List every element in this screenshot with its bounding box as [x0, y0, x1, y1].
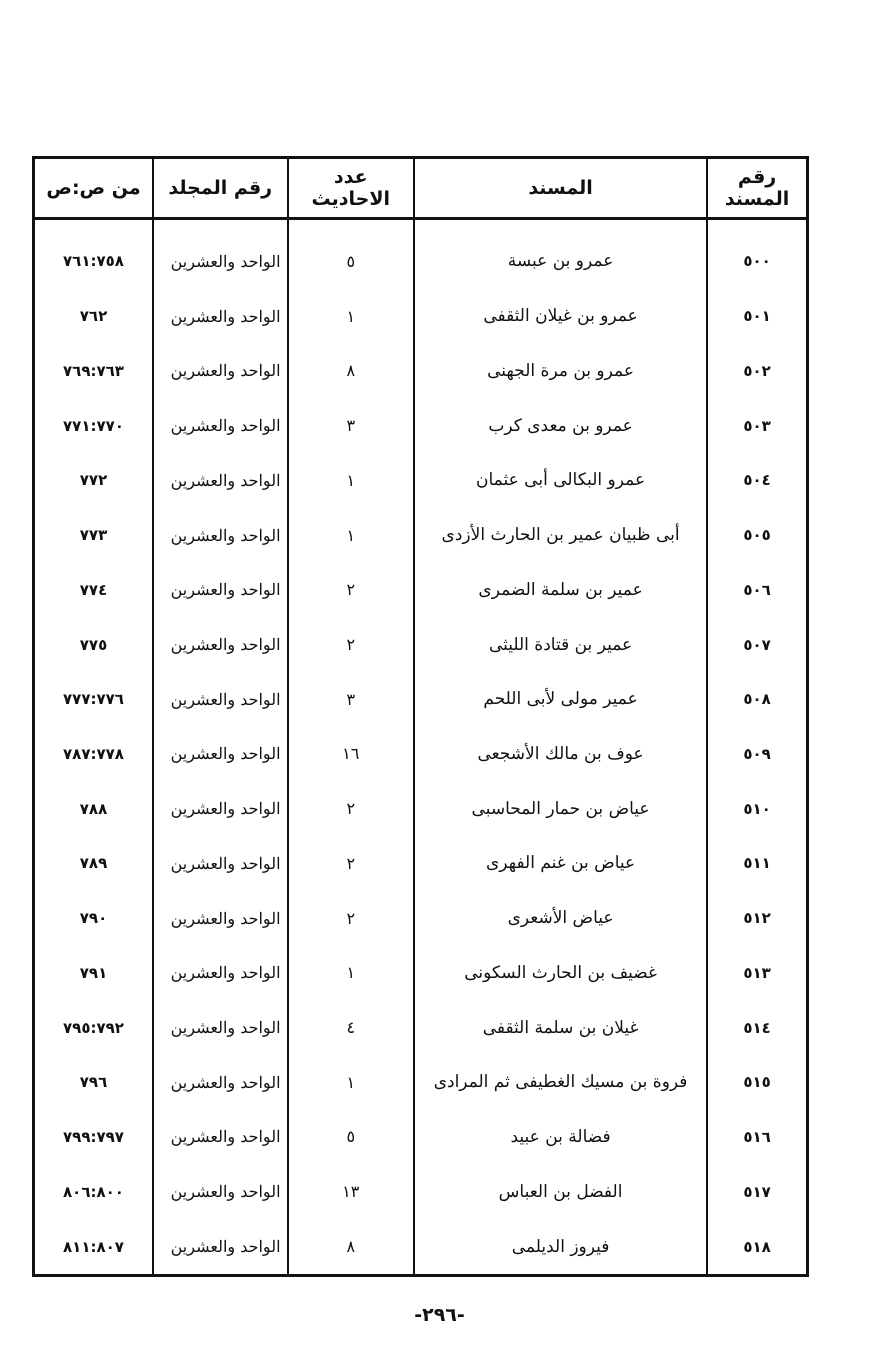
- hadith-count-cell: ١: [288, 1055, 414, 1110]
- table-row: [34, 289, 808, 344]
- musnad-name-cell: عمير مولى لأبى اللحم: [414, 672, 707, 727]
- musnad-name-cell: عمير بن سلمة الضمرى: [414, 562, 707, 617]
- pages-cell: ٧٧٢: [34, 453, 154, 508]
- musnad-name-cell: عمير بن قتادة الليثى: [414, 617, 707, 672]
- volume-cell: الواحد والعشرين: [153, 781, 288, 836]
- header-pages: من ص:ص: [34, 158, 154, 219]
- musnad-name-cell: فضالة بن عبيد: [414, 1110, 707, 1165]
- table-row: [34, 891, 808, 946]
- hadith-count-cell: ٥: [288, 219, 414, 289]
- pages-cell: ٧٨٩: [34, 836, 154, 891]
- musnad-name-cell: عمرو بن معدى كرب: [414, 398, 707, 453]
- musnad-number-cell: ٥٠٠: [707, 219, 807, 289]
- volume-cell: الواحد والعشرين: [153, 219, 288, 289]
- header-row: [34, 158, 808, 219]
- musnad-number-cell: ٥٠٩: [707, 727, 807, 782]
- hadith-count-cell: ٣: [288, 672, 414, 727]
- table-row: [34, 508, 808, 563]
- volume-cell: الواحد والعشرين: [153, 508, 288, 563]
- pages-cell: ٧٧٧:٧٧٦: [34, 672, 154, 727]
- pages-cell: ٧٩٠: [34, 891, 154, 946]
- page-number: -٢٩٦-: [414, 1304, 465, 1326]
- volume-cell: الواحد والعشرين: [153, 562, 288, 617]
- hadith-count-cell: ٢: [288, 781, 414, 836]
- musnad-number-cell: ٥١١: [707, 836, 807, 891]
- volume-cell: الواحد والعشرين: [153, 945, 288, 1000]
- table-row: [34, 945, 808, 1000]
- musnad-number-cell: ٥١٨: [707, 1219, 807, 1275]
- pages-cell: ٧٧٣: [34, 508, 154, 563]
- pages-cell: ٧٨٧:٧٧٨: [34, 727, 154, 782]
- musnad-number-cell: ٥٠١: [707, 289, 807, 344]
- pages-cell: ٨٠٦:٨٠٠: [34, 1164, 154, 1219]
- hadith-count-cell: ٢: [288, 836, 414, 891]
- musnad-name-cell: عمرو بن عبسة: [414, 219, 707, 289]
- hadith-count-cell: ١: [288, 508, 414, 563]
- hadith-count-cell: ١٣: [288, 1164, 414, 1219]
- pages-cell: ٧٦١:٧٥٨: [34, 219, 154, 289]
- musnad-name-cell: فيروز الديلمى: [414, 1219, 707, 1275]
- volume-cell: الواحد والعشرين: [153, 672, 288, 727]
- table-row: [34, 1164, 808, 1219]
- table-row: [34, 836, 808, 891]
- pages-cell: ٧٩٦: [34, 1055, 154, 1110]
- table-row: [34, 1110, 808, 1165]
- table-row: [34, 781, 808, 836]
- header-volume: رقم المجلد: [153, 158, 288, 219]
- musnad-index-table: [32, 156, 809, 1277]
- pages-cell: ٧٧١:٧٧٠: [34, 398, 154, 453]
- musnad-number-cell: ٥١٧: [707, 1164, 807, 1219]
- volume-cell: الواحد والعشرين: [153, 1110, 288, 1165]
- musnad-name-cell: عياض بن غنم الفهرى: [414, 836, 707, 891]
- musnad-name-cell: عمرو بن مرة الجهنى: [414, 344, 707, 399]
- musnad-number-cell: ٥١٥: [707, 1055, 807, 1110]
- hadith-count-cell: ١: [288, 289, 414, 344]
- musnad-number-cell: ٥٠٢: [707, 344, 807, 399]
- hadith-count-cell: ٨: [288, 344, 414, 399]
- hadith-count-cell: ٣: [288, 398, 414, 453]
- musnad-number-cell: ٥١٢: [707, 891, 807, 946]
- musnad-name-cell: عمرو البكالى أبى عثمان: [414, 453, 707, 508]
- volume-cell: الواحد والعشرين: [153, 836, 288, 891]
- volume-cell: الواحد والعشرين: [153, 344, 288, 399]
- musnad-number-cell: ٥١٠: [707, 781, 807, 836]
- musnad-name-cell: أبى ظبيان عمير بن الحارث الأزدى: [414, 508, 707, 563]
- hadith-count-cell: ١٦: [288, 727, 414, 782]
- musnad-number-cell: ٥١٦: [707, 1110, 807, 1165]
- volume-cell: الواحد والعشرين: [153, 617, 288, 672]
- header-musnad-number: رقم المسند: [707, 158, 807, 219]
- table-row: [34, 1000, 808, 1055]
- volume-cell: الواحد والعشرين: [153, 1055, 288, 1110]
- hadith-count-cell: ١: [288, 453, 414, 508]
- pages-cell: ٧٩١: [34, 945, 154, 1000]
- header-hadith-count: عدد الاحاديث: [288, 158, 414, 219]
- volume-cell: الواحد والعشرين: [153, 453, 288, 508]
- musnad-number-cell: ٥٠٧: [707, 617, 807, 672]
- pages-cell: ٧٧٤: [34, 562, 154, 617]
- volume-cell: الواحد والعشرين: [153, 398, 288, 453]
- table-row: [34, 1055, 808, 1110]
- table-row: [34, 398, 808, 453]
- hadith-count-cell: ٢: [288, 562, 414, 617]
- hadith-count-cell: ٢: [288, 617, 414, 672]
- pages-cell: ٧٦٩:٧٦٣: [34, 344, 154, 399]
- volume-cell: الواحد والعشرين: [153, 727, 288, 782]
- musnad-name-cell: عياض الأشعرى: [414, 891, 707, 946]
- volume-cell: الواحد والعشرين: [153, 1000, 288, 1055]
- musnad-name-cell: غضيف بن الحارث السكونى: [414, 945, 707, 1000]
- musnad-name-cell: غيلان بن سلمة الثقفى: [414, 1000, 707, 1055]
- musnad-number-cell: ٥٠٥: [707, 508, 807, 563]
- musnad-number-cell: ٥٠٣: [707, 398, 807, 453]
- table-row: [34, 219, 808, 289]
- musnad-name-cell: عمرو بن غيلان الثقفى: [414, 289, 707, 344]
- musnad-name-cell: فروة بن مسيك الغطيفى ثم المرادى: [414, 1055, 707, 1110]
- musnad-number-cell: ٥١٣: [707, 945, 807, 1000]
- hadith-count-cell: ٥: [288, 1110, 414, 1165]
- musnad-name-cell: عياض بن حمار المحاسبى: [414, 781, 707, 836]
- volume-cell: الواحد والعشرين: [153, 1164, 288, 1219]
- musnad-number-cell: ٥٠٦: [707, 562, 807, 617]
- musnad-name-cell: عوف بن مالك الأشجعى: [414, 727, 707, 782]
- pages-cell: ٧٨٨: [34, 781, 154, 836]
- musnad-number-cell: ٥٠٨: [707, 672, 807, 727]
- table-row: [34, 562, 808, 617]
- table-row: [34, 453, 808, 508]
- table-row: [34, 344, 808, 399]
- pages-cell: ٨١١:٨٠٧: [34, 1219, 154, 1275]
- hadith-count-cell: ٤: [288, 1000, 414, 1055]
- musnad-number-cell: ٥١٤: [707, 1000, 807, 1055]
- musnad-name-cell: الفضل بن العباس: [414, 1164, 707, 1219]
- pages-cell: ٧٧٥: [34, 617, 154, 672]
- pages-cell: ٧٩٩:٧٩٧: [34, 1110, 154, 1165]
- pages-cell: ٧٦٢: [34, 289, 154, 344]
- volume-cell: الواحد والعشرين: [153, 289, 288, 344]
- header-musnad: المسند: [414, 158, 707, 219]
- musnad-number-cell: ٥٠٤: [707, 453, 807, 508]
- hadith-count-cell: ١: [288, 945, 414, 1000]
- table-row: [34, 672, 808, 727]
- pages-cell: ٧٩٥:٧٩٢: [34, 1000, 154, 1055]
- table-row: [34, 617, 808, 672]
- volume-cell: الواحد والعشرين: [153, 891, 288, 946]
- volume-cell: الواحد والعشرين: [153, 1219, 288, 1275]
- table-row: [34, 1219, 808, 1275]
- table-row: [34, 727, 808, 782]
- hadith-count-cell: ٢: [288, 891, 414, 946]
- hadith-count-cell: ٨: [288, 1219, 414, 1275]
